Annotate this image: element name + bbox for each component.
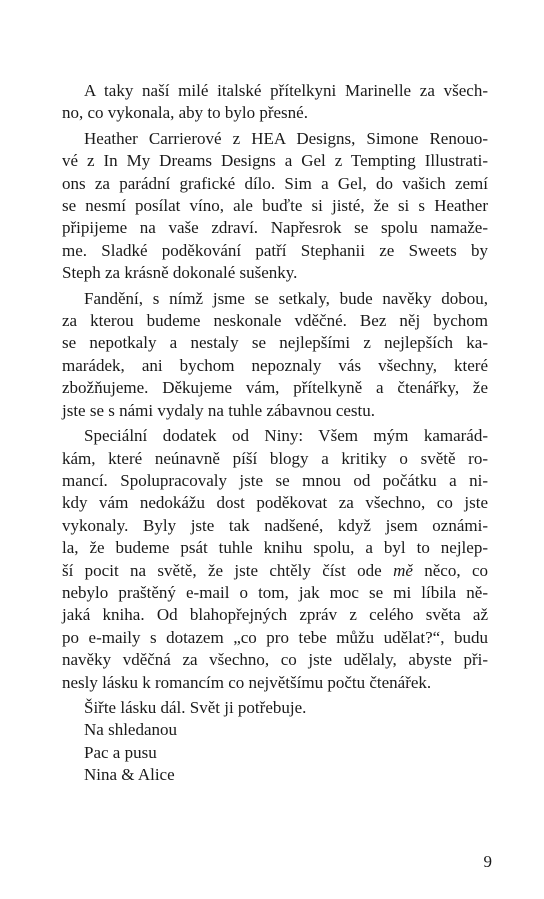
text-line: kám, které neúnavně píší blogy a kritiky o světě ro-	[62, 448, 488, 468]
closing-line: Na shledanou	[84, 720, 178, 740]
text-line: jste se s námi vydaly na tuhle zábavnou cestu.	[62, 400, 375, 420]
text-line: po e-maily s dotazem „co pro tebe můžu udělat?“, budu	[62, 627, 488, 647]
text-line: navěky vděčná za všechno, co jste udělaly, abyste při-	[62, 650, 488, 670]
text-line: ons za parádní grafické dílo. Sim a Gel, do vašich zemí	[62, 173, 488, 193]
text-line: vykonaly. Byly jste tak nadšené, když jsem oznámi-	[62, 515, 488, 535]
text-line: se nepotkaly a nestaly se nejlepšími z nejlepších ka-	[62, 333, 488, 353]
text-line: Steph za krásně dokonalé sušenky.	[62, 263, 298, 283]
closing-line: Šiřte lásku dál. Svět ji potřebuje.	[84, 697, 307, 717]
text-segment: něco, co	[412, 560, 488, 580]
text-line: připijeme na vaše zdraví. Napřesrok se spolu namaže-	[62, 218, 488, 238]
closing-line: Pac a pusu	[84, 742, 157, 762]
text-line: me. Sladké poděkování patří Stephanii ze Sweets by	[62, 240, 488, 260]
text-line: Heather Carrierové z HEA Designs, Simone Renouo-	[84, 128, 488, 148]
paragraph-2	[62, 128, 488, 285]
text-line: zbožňujeme. Děkujeme vám, přítelkyně a čtenářky, že	[62, 378, 488, 398]
text-segment: ší pocit na světě, že jste chtěly číst ode	[62, 560, 394, 580]
paragraph-4	[62, 425, 488, 694]
text-line: vé z In My Dreams Designs a Gel z Tempting Illustrati-	[62, 151, 488, 171]
text-line: mancí. Spolupracovaly jste se mnou od počátku a ni-	[62, 470, 488, 490]
text-line: la, že budeme psát tuhle knihu spolu, a byl to nejlep-	[62, 538, 488, 558]
text-line: nesly lásku k romancím co největšímu počtu čtenářek.	[62, 672, 432, 692]
paragraph-3	[62, 288, 488, 422]
page-number: 9	[483, 852, 492, 871]
text-line: jaká kniha. Od blahopřejných zpráv z celého světa až	[62, 605, 488, 625]
paragraph-1	[62, 80, 488, 125]
italic-word: mě	[393, 560, 413, 580]
signature-line: Nina & Alice	[84, 765, 175, 785]
text-line: za kterou budeme neskonale vděčné. Bez něj bychom	[62, 311, 488, 331]
text-line: no, co vykonala, aby to bylo přesné.	[62, 103, 308, 123]
acknowledgements-text	[62, 80, 488, 787]
text-line: marádek, ani bychom nepoznaly vás všechny, které	[62, 355, 488, 375]
text-line: kdy vám nedokážu dost poděkovat za všechno, co jste	[62, 493, 488, 513]
closing-lines	[62, 697, 488, 787]
text-line-with-italic	[62, 560, 488, 582]
text-line: se nesmí posílat víno, ale buďte si jisté, že si s Heather	[62, 196, 488, 216]
text-line: Speciální dodatek od Niny: Všem mým kamarád-	[84, 426, 488, 446]
text-line: nebylo praštěný e-mail o tom, jak moc se mi líbila ně-	[62, 582, 488, 602]
text-line: Fandění, s nímž jsme se setkaly, bude navěky dobou,	[84, 288, 488, 308]
text-line: A taky naší milé italské přítelkyni Marinelle za všech-	[84, 81, 488, 100]
